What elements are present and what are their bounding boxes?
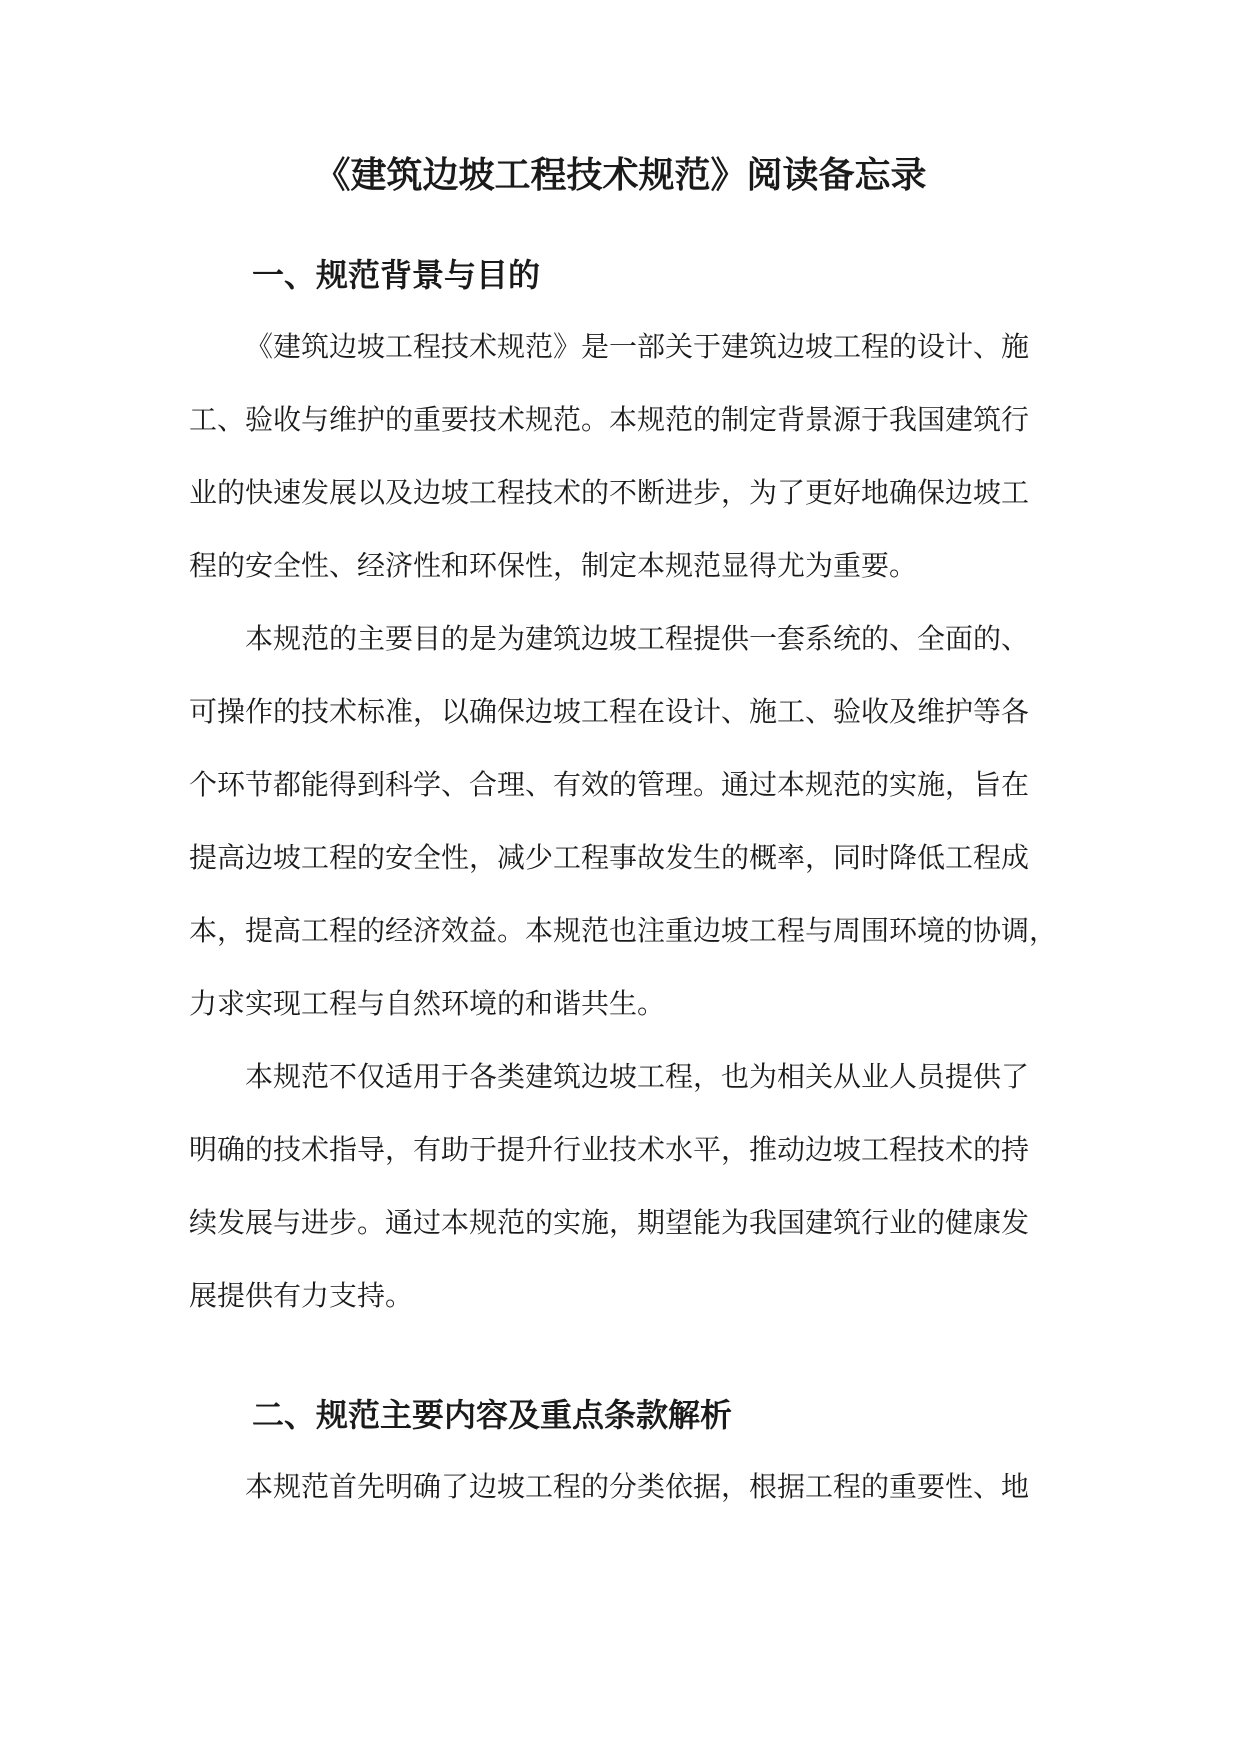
section-heading-2: 二、规范主要内容及重点条款解析: [252, 1396, 733, 1434]
paragraph-line: 力求实现工程与自然环境的和谐共生。: [189, 987, 666, 1020]
paragraph-line: 本规范不仅适用于各类建筑边坡工程，也为相关从业人员提供了: [245, 1060, 1030, 1093]
paragraph-1-3: [189, 1040, 1059, 1332]
paragraph-line: 本规范的主要目的是为建筑边坡工程提供一套系统的、全面的、: [245, 622, 1030, 655]
paragraph-line: 本规范首先明确了边坡工程的分类依据，根据工程的重要性、地: [245, 1470, 1030, 1503]
paragraph-line: 程的安全性、经济性和环保性，制定本规范显得尤为重要。: [189, 549, 918, 582]
paragraph-line: 提高边坡工程的安全性，减少工程事故发生的概率，同时降低工程成: [189, 841, 1030, 874]
paragraph-line: 本，提高工程的经济效益。本规范也注重边坡工程与周围环境的协调，: [189, 914, 1058, 947]
paragraph-line: 明确的技术指导，有助于提升行业技术水平，推动边坡工程技术的持: [189, 1133, 1030, 1166]
paragraph-1-1: [189, 310, 1059, 602]
paragraph-1-2: [189, 602, 1059, 1040]
paragraph-line: 业的快速发展以及边坡工程技术的不断进步，为了更好地确保边坡工: [189, 476, 1030, 509]
section-heading-1: 一、规范背景与目的: [252, 256, 541, 294]
paragraph-line: 个环节都能得到科学、合理、有效的管理。通过本规范的实施，旨在: [189, 768, 1030, 801]
paragraph-line: 展提供有力支持。: [189, 1279, 414, 1312]
paragraph-line: 续发展与进步。通过本规范的实施，期望能为我国建筑行业的健康发: [189, 1206, 1030, 1239]
paragraph-line: 工、验收与维护的重要技术规范。本规范的制定背景源于我国建筑行: [189, 403, 1030, 436]
paragraph-line: 《建筑边坡工程技术规范》是一部关于建筑边坡工程的设计、施: [245, 330, 1030, 363]
paragraph-2-1: [189, 1450, 1059, 1523]
document-title: 《建筑边坡工程技术规范》阅读备忘录: [314, 154, 927, 196]
paragraph-line: 可操作的技术标准，以确保边坡工程在设计、施工、验收及维护等各: [189, 695, 1030, 728]
